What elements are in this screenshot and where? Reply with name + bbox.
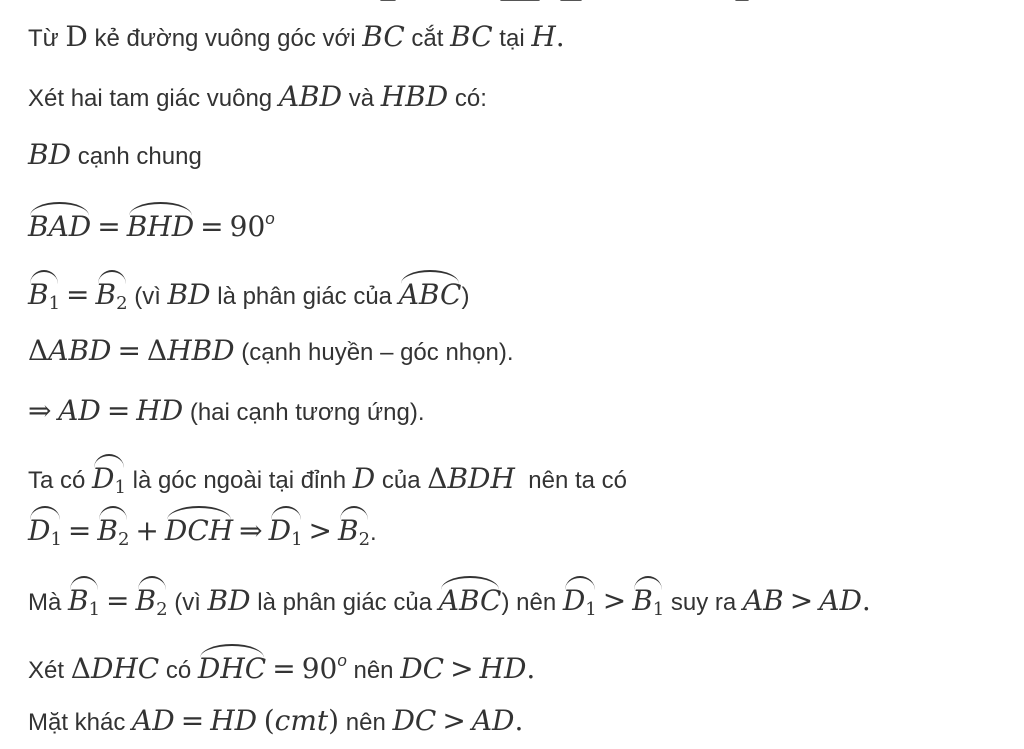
line-11: Xét ΔDHC có DHC = $90^o$ nên DC > HD.: [28, 644, 535, 688]
line-7: ⇒ AD = HD (hai cạnh tương ứng).: [28, 394, 425, 427]
line-12: Mặt khác AD = HD (cmt) nên DC > AD.: [28, 704, 524, 737]
line-5: $B_1 = B_2$ (vì BD là phân giác của ABC): [28, 272, 469, 321]
line-6: ΔABD = ΔHBD (cạnh huyền – góc nhọn).: [28, 334, 514, 367]
angle-b2: $B_2$: [96, 272, 128, 321]
line-9: $D_1 = B_2$ + DCH ⇒ $D_1 > B_2$.: [28, 508, 377, 557]
line-2: Xét hai tam giác vuông ABD và HBD có:: [28, 80, 487, 113]
cropped-previous-line: [0, 0, 1024, 4]
line-8: Ta có $D_1$ là góc ngoài tại đỉnh D của ΔBDH nên ta có: [28, 456, 627, 505]
line-3: BD cạnh chung: [28, 138, 202, 171]
angle-d1: $D_1$: [92, 456, 126, 505]
angle-b1: $B_1$: [28, 272, 60, 321]
line-10: Mà $B_1 = B_2$ (vì BD là phân giác của ABC) nên $D_1 > B_1$ suy ra AB > AD.: [28, 578, 871, 627]
line-4: BAD = BHD = $90^o$: [28, 202, 275, 246]
line-1: Từ D kẻ đường vuông góc với BC cắt BC tại H.: [28, 20, 565, 53]
